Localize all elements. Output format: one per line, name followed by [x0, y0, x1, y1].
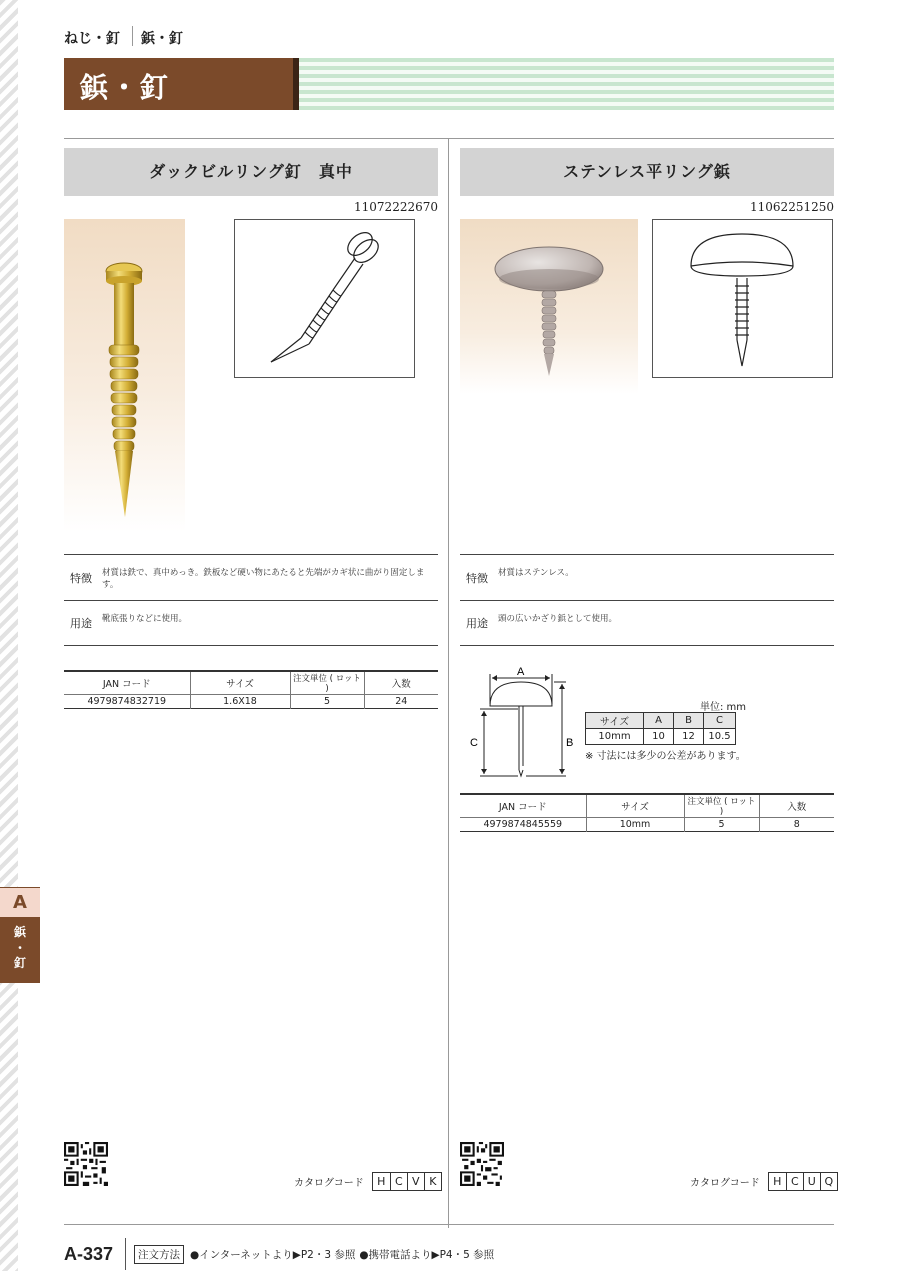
bottom-rule [64, 1224, 834, 1225]
product-name: ダックビルリング釘 真中 [64, 148, 438, 196]
jan-header-code: JAN コード [102, 679, 151, 690]
dimension-diagram [462, 664, 582, 780]
feature-text: 材質は鉄で、真中めっき。鉄板など硬い物にあたると先端がカギ状に曲がり固定します。 [102, 568, 425, 591]
top-rule [64, 138, 834, 139]
page-title: 鋲・釘 [64, 58, 296, 110]
catalog-code-label: カタログコード [294, 1178, 364, 1189]
dimension-a: 10 [644, 729, 674, 745]
feature-row [64, 554, 438, 600]
catalog-code-letter: K [424, 1173, 441, 1190]
tolerance-note: ※ 寸法には多少の公差があります。 [585, 751, 746, 762]
order-method-label: 注文方法 [134, 1245, 184, 1264]
order-internet-link[interactable]: ●インターネットより▶P2・3 参照 [190, 1248, 356, 1261]
product-code: 11062251250 [750, 200, 834, 214]
catalog-code-letter: C [786, 1173, 803, 1190]
catalog-code-letter: C [390, 1173, 407, 1190]
side-tab-char: 釘 [13, 956, 26, 971]
product-photo-stainless-tack [460, 219, 638, 394]
page-number: A-337 [64, 1243, 114, 1264]
usage-text: 頭の広いかざり鋲として使用。 [498, 614, 618, 624]
feature-label: 特徴 [466, 571, 488, 585]
dimension-b: 12 [674, 729, 704, 745]
catalog-code-label: カタログコード [690, 1178, 760, 1189]
catalog-code-letter: H [773, 1175, 782, 1188]
feature-row [460, 554, 834, 600]
breadcrumb-item-parent[interactable]: ねじ・釘 [64, 31, 120, 47]
dimension-header-row [586, 713, 736, 729]
jan-header-row [64, 671, 438, 695]
dimension-size: 10mm [586, 729, 644, 745]
jan-header-code: JAN コード [498, 802, 547, 813]
catalog-code [294, 1172, 442, 1191]
feature-text: 材質はステンレス。 [498, 568, 574, 578]
catalog-code-letter: H [377, 1175, 386, 1188]
page-footer [64, 1238, 498, 1270]
jan-size: 10mm [586, 818, 684, 832]
breadcrumb [64, 28, 183, 48]
feature-table [460, 554, 834, 646]
jan-header-size: サイズ [190, 671, 290, 695]
jan-lot: 5 [684, 818, 759, 832]
product-name: ステンレス平リング鋲 [460, 148, 834, 196]
usage-text: 靴底張りなどに使用。 [102, 614, 188, 624]
table-row [586, 729, 736, 745]
side-tab-char: ・ [13, 940, 26, 955]
dimension-label-a: A [517, 666, 525, 678]
usage-label: 用途 [70, 617, 92, 630]
jan-lot: 5 [290, 695, 364, 709]
catalog-code [690, 1172, 838, 1191]
jan-table [64, 670, 438, 709]
catalog-code-letters [372, 1172, 442, 1191]
product-photo-brass-nail [64, 219, 185, 532]
jan-size: 1.6X18 [190, 695, 290, 709]
side-index-tab[interactable] [0, 887, 40, 983]
jan-table [460, 793, 834, 832]
product-card-stainless-flat-ring-tack [460, 148, 834, 216]
dimension-c: 10.5 [704, 729, 736, 745]
dimension-header-a: A [644, 713, 674, 729]
breadcrumb-separator [132, 26, 133, 46]
product-card-duckbill-ring-nail [64, 148, 438, 216]
table-row [460, 818, 834, 832]
line-drawing-duckbill-nail [234, 219, 415, 378]
dimension-header-b: B [674, 713, 704, 729]
breadcrumb-item-current: 鋲・釘 [141, 31, 183, 47]
qr-code-icon[interactable] [64, 1142, 108, 1186]
jan-qty: 8 [759, 818, 834, 832]
page-title-band [64, 58, 834, 110]
dimension-header-size: サイズ [586, 713, 644, 729]
jan-code: 4979874845559 [483, 819, 563, 830]
dimension-unit: 単位: mm [700, 702, 747, 713]
jan-header-lot: 注文単位 ( ロット ) [684, 794, 759, 818]
side-tab-letter: A [0, 887, 40, 917]
column-divider [448, 138, 449, 1228]
table-row [64, 695, 438, 709]
jan-header-size: サイズ [586, 794, 684, 818]
catalog-code-letter: U [803, 1173, 820, 1190]
feature-table [64, 554, 438, 646]
product-code: 11072222670 [354, 200, 438, 214]
order-mobile-link[interactable]: ●携帯電話より▶P4・5 参照 [359, 1248, 495, 1261]
jan-qty: 24 [364, 695, 438, 709]
jan-header-qty: 入数 [364, 671, 438, 695]
feature-label: 特徴 [70, 571, 92, 585]
qr-code-icon[interactable] [460, 1142, 504, 1186]
side-tab-char: 鋲 [13, 925, 26, 939]
usage-row [64, 600, 438, 646]
dimension-table [585, 712, 736, 745]
usage-row [460, 600, 834, 646]
dimension-header-c: C [704, 713, 736, 729]
jan-code: 4979874832719 [87, 696, 167, 707]
side-tab-category [0, 917, 40, 983]
usage-label: 用途 [466, 617, 488, 630]
left-edge-stripe [0, 0, 18, 1271]
footer-separator [125, 1238, 126, 1270]
line-drawing-stainless-tack [652, 219, 833, 378]
jan-header-qty: 入数 [759, 794, 834, 818]
catalog-code-letter: V [407, 1173, 424, 1190]
title-stripes [299, 58, 834, 110]
jan-header-row [460, 794, 834, 818]
dimension-label-c: C [470, 737, 478, 749]
jan-header-lot: 注文単位 ( ロット ) [290, 671, 364, 695]
catalog-code-letter: Q [820, 1173, 837, 1190]
catalog-code-letters [768, 1172, 838, 1191]
dimension-label-b: B [566, 737, 574, 749]
